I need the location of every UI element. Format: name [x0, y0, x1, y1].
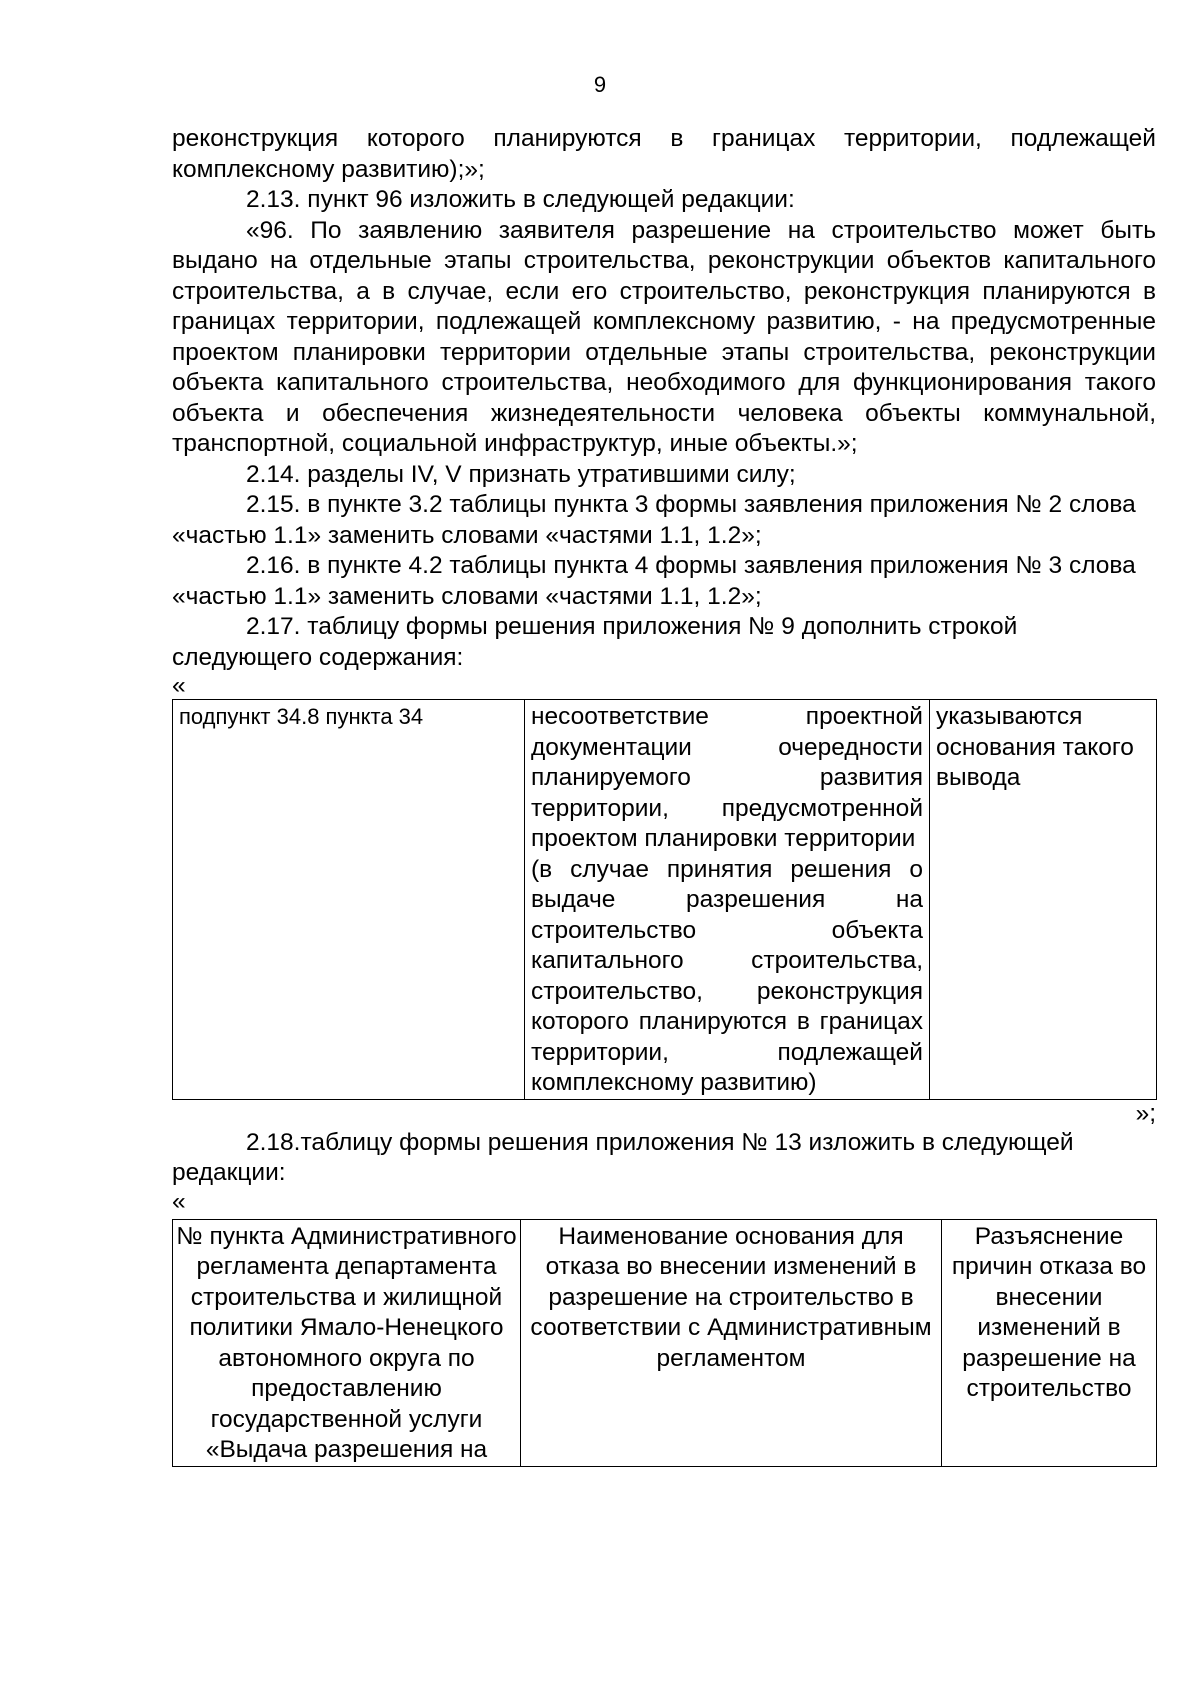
close-quote: »;	[1135, 1099, 1156, 1127]
reason-text: несоответствие проектной документации очередности планируемого развития территории, предусмотренной проектом планировки территории	[531, 703, 923, 852]
appendix-9-row-table	[172, 699, 1157, 1100]
paragraph-2-16: 2.16. в пункте 4.2 таблицы пункта 4 формы заявления приложения № 3 слова «частью 1.1» заменить словами «частями 1.1, 1.2»;	[172, 552, 1136, 610]
document-body	[172, 124, 1156, 1467]
header-refusal-reason: Наименование основания для отказа во внесении изменений в разрешение на строительство в соответствии с Административным регламентом	[521, 1219, 942, 1466]
page-number: 9	[593, 72, 607, 97]
appendix-13-table	[172, 1219, 1157, 1467]
paragraph-2-18: 2.18.таблицу формы решения приложения № 13 изложить в следующей редакции:	[172, 1128, 1074, 1186]
table-row	[173, 700, 1157, 1100]
table-cell-explanation: указываются основания такого вывода	[930, 700, 1157, 1100]
header-refusal-explanation: Разъяснение причин отказа во внесении изменений в разрешение на строительство	[942, 1219, 1157, 1466]
paragraph-continuation: реконструкция которого планируются в границах территории, подлежащей комплексному развитию);»;	[172, 125, 1156, 183]
reason-condition: (в случае принятия решения о выдаче разрешения на строительство объекта капитального строительства, строительство, реконструкция которого планируются в границах территории, подлежащей комплексному развитию)	[531, 855, 923, 1096]
header-point-number: № пункта Административного регламента департамента строительства и жилищной политики Ямало-Ненецкого автономного округа по предоставлению государственной услуги «Выдача разрешения на	[173, 1219, 521, 1466]
table-cell-reason	[525, 700, 930, 1100]
paragraph-96-text: «96. По заявлению заявителя разрешение на строительство может быть выдано на отдельные этапы строительства, реконструкции объектов капитального строительства, а в случае, если его строительство, реконструкция планируются в границах территории, подлежащей комплексному развитию, - на предусмотренные проектом планировки территории отдельные этапы строительства, реконструкции объекта капитального строительства, необходимого для функционирования такого объекта и обеспечения жизнедеятельности человека объекты коммунальной, транспортной, социальной инфраструктур, иные объекты.»;	[172, 216, 1156, 457]
paragraph-2-14: 2.14. разделы IV, V признать утратившими силу;	[246, 460, 796, 488]
table-cell-subpoint: подпункт 34.8 пункта 34	[173, 700, 525, 1100]
open-quote: «	[172, 1187, 186, 1215]
paragraph-2-17: 2.17. таблицу формы решения приложения № 9 дополнить строкой следующего содержания:	[172, 613, 1018, 671]
paragraph-2-15: 2.15. в пункте 3.2 таблицы пункта 3 формы заявления приложения № 2 слова «частью 1.1» заменить словами «частями 1.1, 1.2»;	[172, 491, 1136, 549]
open-quote: «	[172, 672, 186, 699]
paragraph-2-13: 2.13. пункт 96 изложить в следующей редакции:	[246, 186, 795, 213]
table-header-row	[173, 1219, 1157, 1466]
